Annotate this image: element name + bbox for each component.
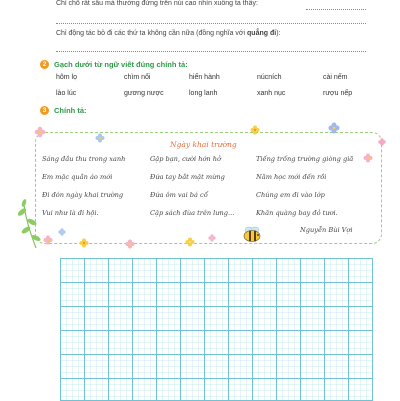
poem-line: Gặp bạn, cười hớn hở bbox=[150, 155, 221, 163]
poem-line: Em mặc quần áo mới bbox=[42, 173, 113, 181]
word-option[interactable]: hôm lọ bbox=[56, 74, 78, 81]
question-text: Chỉ chỗ rất sâu mà thường đứng trên núi cao nhìn xuống ta thấy: bbox=[56, 0, 258, 7]
flower-icon bbox=[251, 126, 260, 135]
keyword: quẳng đi bbox=[247, 30, 277, 37]
flower-icon bbox=[126, 240, 135, 249]
flower-icon bbox=[96, 134, 105, 143]
poem-line: Năm học mới đến rồi bbox=[256, 173, 327, 181]
flower-icon bbox=[208, 234, 215, 241]
leaf-branch-icon bbox=[17, 199, 42, 248]
flower-icon bbox=[58, 228, 65, 235]
flower-icon bbox=[35, 127, 46, 138]
exercise-2-title: Gạch dưới từ ngữ viết đúng chính tả: bbox=[54, 60, 188, 69]
exercise-number-3: 3 bbox=[40, 106, 49, 115]
flower-icon bbox=[364, 154, 373, 163]
word-option[interactable]: chìm nổi bbox=[124, 74, 151, 81]
poem-line: Khăn quàng bay đỏ tươi. bbox=[256, 209, 338, 217]
poem-line: Tiếng trống trường giòng giã bbox=[256, 155, 354, 163]
poem-line: Đi đón ngày khai trường bbox=[42, 191, 124, 199]
word-option[interactable]: long lanh bbox=[189, 90, 218, 97]
word-option[interactable]: núcních bbox=[257, 74, 282, 81]
flower-icon bbox=[80, 239, 89, 248]
word-option[interactable]: lào lúc bbox=[56, 90, 77, 97]
poem-line: Đứa ôm vai bá cổ bbox=[150, 191, 208, 199]
poem-line: Vui như là đi hội. bbox=[42, 209, 99, 217]
flower-icon bbox=[186, 238, 195, 247]
poem-line: Sáng đầu thu trong xanh bbox=[42, 155, 126, 163]
word-option[interactable]: xanh nục bbox=[257, 90, 286, 97]
flower-icon bbox=[378, 138, 385, 145]
poem-line: Chúng em đi vào lớp bbox=[256, 191, 325, 199]
poem-line: Đứa tay bắt mặt mừng bbox=[150, 173, 225, 181]
word-option[interactable]: gương nược bbox=[124, 90, 164, 97]
question-text: Chỉ động tác bỏ đi các thứ ta không cần nữa (đồng nghĩa với bbox=[56, 30, 248, 37]
poem-title: Ngày khai trường bbox=[170, 140, 237, 149]
question-suffix: ): bbox=[276, 30, 281, 37]
flower-icon bbox=[44, 236, 53, 245]
flower-icon bbox=[329, 123, 340, 134]
word-option[interactable]: hiển hành bbox=[189, 74, 220, 81]
word-option[interactable]: cài nếm bbox=[323, 74, 348, 81]
exercise-3-title: Chính tả: bbox=[54, 106, 87, 115]
poem-author: Nguyễn Bùi Vợi bbox=[300, 226, 353, 234]
bee-icon bbox=[244, 227, 260, 242]
writing-grid[interactable] bbox=[60, 258, 373, 401]
poem-line: Cặp sách đùa trên lưng... bbox=[150, 209, 235, 217]
word-option[interactable]: rượu nếp bbox=[323, 90, 353, 97]
exercise-number-2: 2 bbox=[40, 60, 49, 69]
